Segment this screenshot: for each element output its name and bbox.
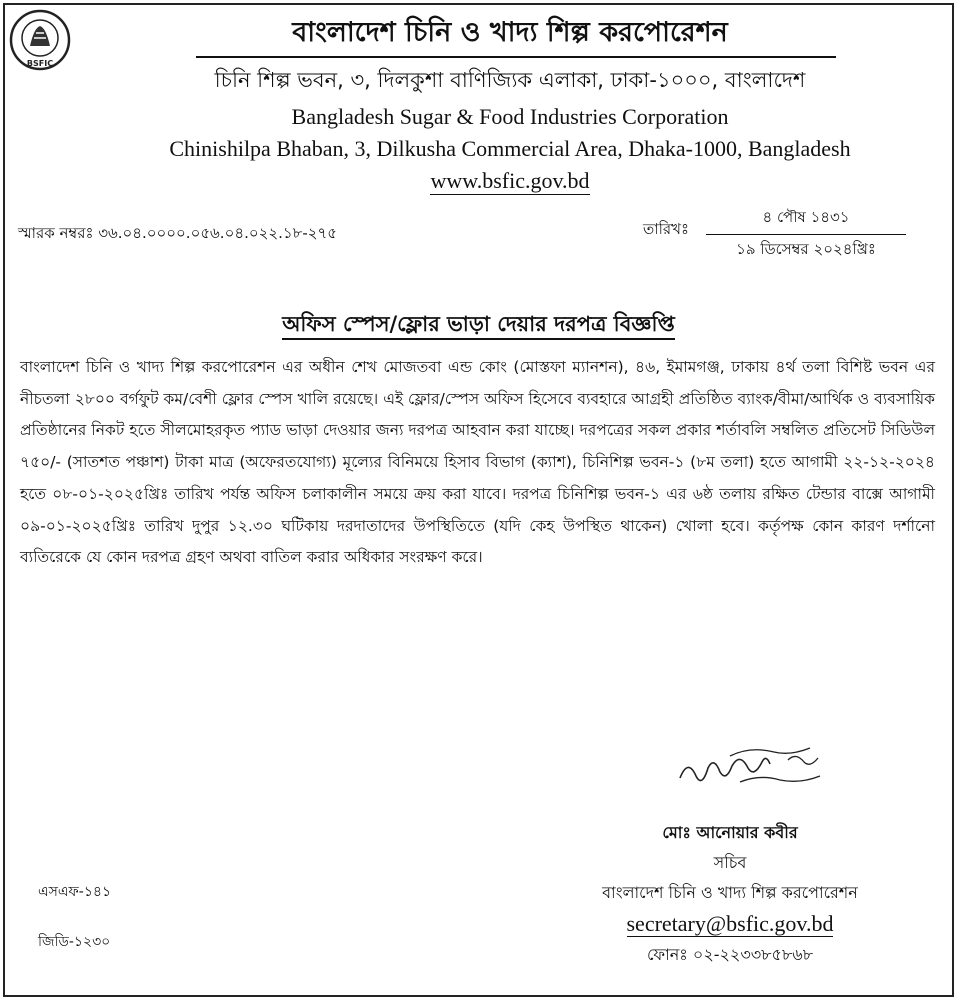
- date-gregorian: ১৯ ডিসেম্বর ২০২৪খ্রিঃ: [736, 240, 876, 258]
- svg-text:BSFIC: BSFIC: [26, 59, 54, 68]
- website-link[interactable]: www.bsfic.gov.bd: [430, 168, 590, 193]
- date-label: তারিখঃ: [643, 220, 689, 238]
- reference-gd: জিডি-১২৩০: [38, 934, 111, 950]
- bsfic-logo: [8, 8, 72, 72]
- signatory-name: মোঃ আনোয়ার কবীর: [662, 823, 798, 842]
- signatory-phone: ফোনঃ ০২-২২৩৩৮৫৮৬৮: [646, 945, 814, 964]
- email-link[interactable]: secretary@bsfic.gov.bd: [626, 911, 834, 936]
- date-bangla: ৪ পৌষ ১৪৩১: [706, 206, 906, 235]
- signatory-organization: বাংলাদেশ চিনি ও খাদ্য শিল্প করপোরেশন: [602, 883, 858, 902]
- signatory-email: [520, 908, 940, 940]
- date-box: [706, 206, 906, 263]
- signatory-block: [520, 818, 940, 970]
- address-bangla: চিনি শিল্প ভবন, ৩, দিলকুশা বাণিজ্যিক এলাকা, ঢাকা-১০০০, বাংলাদেশ: [214, 68, 806, 92]
- org-name-english: Bangladesh Sugar & Food Industries Corporation: [291, 104, 729, 129]
- memo-number: স্মারক নম্বরঃ ৩৬.০৪.০০০০.০৫৬.০৪.০২২.১৮-২৭৫: [18, 224, 337, 242]
- header-rule: [196, 56, 836, 58]
- notice-title-text: অফিস স্পেস/ফ্লোর ভাড়া দেয়ার দরপত্র বিজ্ঞপ্তি: [282, 312, 675, 340]
- signature: [670, 738, 850, 798]
- signatory-designation: সচিব: [713, 853, 747, 872]
- notice-title: [0, 308, 957, 343]
- notice-body: বাংলাদেশ চিনি ও খাদ্য শিল্প করপোরেশন এর অধীন শেখ মোজতবা এন্ড কোং (মোস্তফা ম্যানশন), ৪৬, ইমামগঞ্জ, ঢাকায় ৪র্থ তলা বিশিষ্ট ভবন এর নীচতলা ২৮০০ বর্গফুট কম/বেশী ফ্লোর স্পেস খালি রয়েছে। এই ফ্লোর/স্পেস অফিস হিসেবে ব্যবহারে আগ্রহী প্রতিষ্ঠিত ব্যাংক/বীমা/আর্থিক ও ব্যবসায়িক প্রতিষ্ঠানের নিকট হতে সীলমোহরকৃত প্যাড ভাড়া দেওয়ার জন্য দরপত্র আহবান করা যাচ্ছে। দরপত্রের সকল প্রকার শর্তাবলি সম্বলিত প্রতিসেট সিডিউল ৭৫০/- (সাতশত পঞ্চাশ) টাকা মাত্র (অফেরতযোগ্য) মূল্যের বিনিময়ে হিসাব বিভাগ (ক্যাশ), চিনিশিল্প ভবন-১ (৮ম তলা) হতে আগামী ২২-১২-২০২৪ হতে ০৮-০১-২০২৫খ্রিঃ তারিখ পর্যন্ত অফিস চলাকালীন সময়ে ক্রয় করা যাবে। দরপত্র চিনিশিল্প ভবন-১ এর ৬ষ্ঠ তলায় রক্ষিত টেন্ডার বাক্সে আগামী ০৯-০১-২০২৫খ্রিঃ তারিখ দুপুর ১২.৩০ ঘটিকায় দরদাতাদের উপস্থিতিতে (যদি কেহ উপস্থিত থাকেন) খোলা হবে। কর্তৃপক্ষ কোন কারণ দর্শানো ব্যতিরেকে যে কোন দরপত্র গ্রহণ অথবা বাতিল করার অধিকার সংরক্ষণ করে।: [20, 358, 935, 567]
- website: [70, 168, 950, 194]
- address-english: Chinishilpa Bhaban, 3, Dilkusha Commercial Area, Dhaka-1000, Bangladesh: [169, 136, 851, 161]
- reference-sf: এসএফ-১৪১: [38, 884, 112, 900]
- org-name-bangla: বাংলাদেশ চিনি ও খাদ্য শিল্প করপোরেশন: [292, 17, 728, 48]
